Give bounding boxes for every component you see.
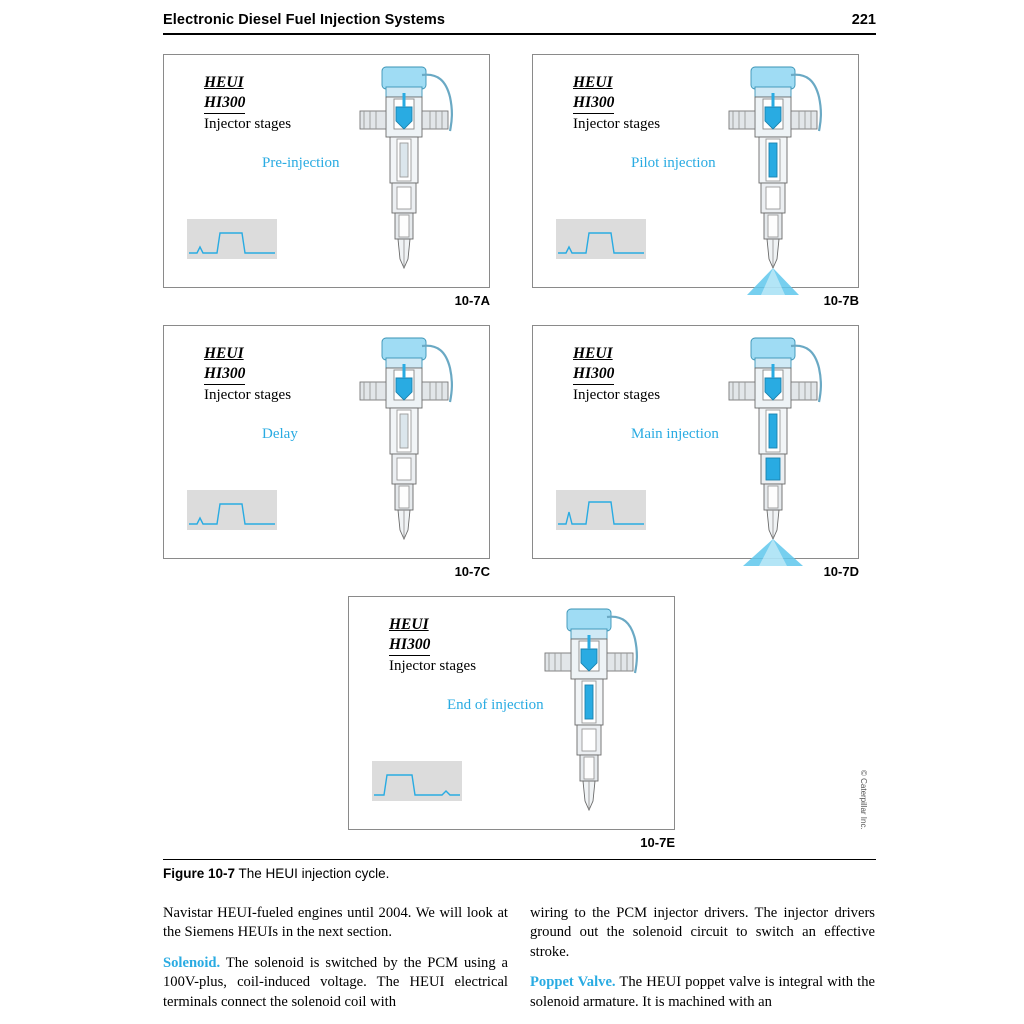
panel-brand-c: HEUI [204,345,244,362]
left-runin-solenoid: Solenoid. [163,954,221,971]
page-header [163,12,876,38]
panel-label-b [573,73,660,134]
panel-stage-b: Pilot injection [631,155,716,171]
figure-panel-10-7C [163,325,490,559]
panel-stage-c: Delay [262,426,298,442]
panel-subtitle-d: Injector stages [573,386,661,403]
figure-id-10-7B: 10-7B [823,293,859,308]
panel-subtitle-b: Injector stages [573,115,661,132]
panel-stage-d: Main injection [631,426,719,442]
waveform-inset-d [556,490,646,530]
panel-model-c: HI300 [204,364,245,385]
injector-diagram-b [703,63,843,295]
panel-label-c [204,344,291,405]
page-title: Electronic Diesel Fuel Injection Systems [163,12,446,28]
injector-diagram-a [334,63,474,288]
page-number: 221 [851,12,876,28]
panel-model-d: HI300 [573,364,614,385]
body-column-right [530,904,875,1023]
panel-brand-d: HEUI [573,345,613,362]
figure-id-10-7E: 10-7E [640,835,675,850]
panel-brand-b: HEUI [573,74,613,91]
right-runin-poppet-valve: Poppet Valve. [530,974,616,991]
right-paragraph-2-text: The HEUI poppet valve is integral with the solenoid armature. It is machined with an [530,974,876,1010]
panel-subtitle-e: Injector stages [389,657,477,674]
panel-label-a [204,73,291,134]
left-paragraph-2-text: The solenoid is switched by the PCM using a 100V-plus, coil-induced voltage. The HEUI electrical terminals connect the solenoid coil with [163,954,508,1010]
injector-diagram-c [334,334,474,559]
right-paragraph-2 [530,973,875,1012]
figure-id-10-7C: 10-7C [454,564,490,579]
injector-diagram-d [703,334,843,566]
figure-panel-10-7E [348,596,675,830]
image-credit: © Caterpillar Inc. [859,770,868,830]
figure-panel-10-7D [532,325,859,559]
injector-diagram-e [519,605,659,830]
waveform-inset-c [187,490,277,530]
figure-id-10-7D: 10-7D [823,564,859,579]
panel-stage-e: End of injection [447,697,544,713]
waveform-inset-e [372,761,462,801]
panel-label-d [573,344,660,405]
body-column-left [163,904,508,1023]
panel-model-e: HI300 [389,635,430,656]
figure-panel-10-7A [163,54,490,288]
panel-subtitle-c: Injector stages [204,386,292,403]
caption-divider [163,859,876,860]
spray-cone-d [743,539,803,566]
panel-model-b: HI300 [573,93,614,114]
header-divider [163,33,876,35]
right-paragraph-1: wiring to the PCM injector drivers. The injector drivers ground out the solenoid circuit to switch an effective stroke. [530,905,875,960]
figure-panel-10-7B [532,54,859,288]
figure-caption-label: Figure 10-7 [163,866,236,881]
figure-caption [163,866,876,881]
panel-label-e [389,615,476,676]
left-paragraph-1: Navistar HEUI-fueled engines until 2004. We will look at the Siemens HEUIs in the next section. [163,905,508,941]
panel-subtitle-a: Injector stages [204,115,292,132]
figure-id-10-7A: 10-7A [454,293,490,308]
waveform-inset-a [187,219,277,259]
figure-caption-text: The HEUI injection cycle. [238,866,390,881]
panel-model-a: HI300 [204,93,245,114]
panel-brand-a: HEUI [204,74,244,91]
spray-cone-b [747,268,799,295]
waveform-inset-b [556,219,646,259]
panel-brand-e: HEUI [389,616,429,633]
panel-stage-a: Pre-injection [262,155,340,171]
left-paragraph-2 [163,954,508,1012]
